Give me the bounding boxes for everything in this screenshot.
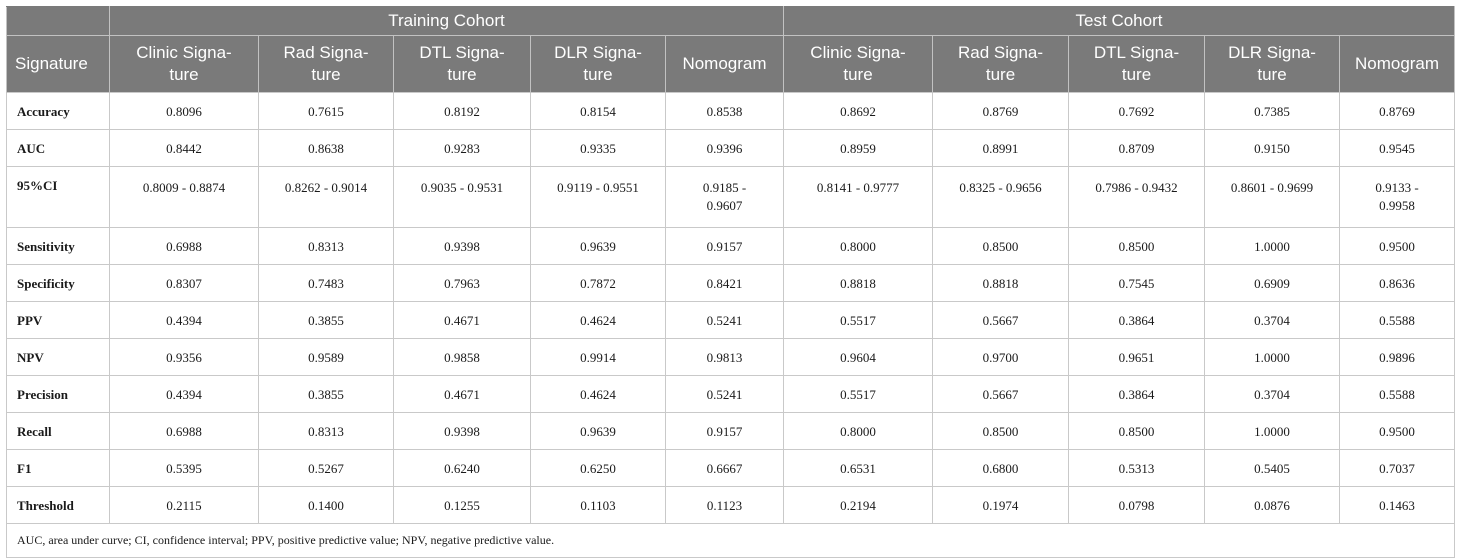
column-header-line: ture [447, 65, 477, 84]
table-cell: 0.7385 [1205, 93, 1340, 130]
ci-upper: 0.9958 [1379, 198, 1415, 213]
table-cell: 0.8313 [259, 413, 394, 450]
table-cell: 0.7986 - 0.9432 [1069, 167, 1205, 228]
table-cell: 0.9150 [1205, 130, 1340, 167]
table-cell: 0.4671 [394, 302, 531, 339]
table-row [7, 228, 1455, 265]
ci-lower: 0.9185 - [702, 180, 747, 195]
table-cell: 0.3855 [259, 376, 394, 413]
table-cell: 0.5667 [933, 302, 1069, 339]
table-cell: 0.9335 [531, 130, 666, 167]
table-cell: 0.7872 [531, 265, 666, 302]
column-header-line: DTL Signa- [1093, 43, 1180, 62]
table-cell: 0.9858 [394, 339, 531, 376]
column-header [933, 36, 1069, 93]
table-cell: 0.9604 [784, 339, 933, 376]
table-cell: 0.8769 [933, 93, 1069, 130]
table-cell: 0.9651 [1069, 339, 1205, 376]
table-cell: 0.8769 [1340, 93, 1455, 130]
table-cell: 0.5241 [666, 302, 784, 339]
table-cell: 1.0000 [1205, 413, 1340, 450]
column-header-line: Nomogram [682, 54, 767, 73]
table-cell: 0.4394 [110, 302, 259, 339]
table-cell: 0.5588 [1340, 302, 1455, 339]
table-row [7, 413, 1455, 450]
table-cell: 0.5588 [1340, 376, 1455, 413]
table-cell: 0.7545 [1069, 265, 1205, 302]
column-header-line: ture [169, 65, 199, 84]
table-cell: 0.9356 [110, 339, 259, 376]
table-cell: 0.9035 - 0.9531 [394, 167, 531, 228]
table-cell: 0.1123 [666, 487, 784, 524]
table-cell: 0.9396 [666, 130, 784, 167]
table-row [7, 265, 1455, 302]
table-row [7, 376, 1455, 413]
table-cell: 0.9813 [666, 339, 784, 376]
table-cell: 0.8000 [784, 413, 933, 450]
table-cell: 0.1463 [1340, 487, 1455, 524]
table-cell: 0.8313 [259, 228, 394, 265]
table-cell: 0.6250 [531, 450, 666, 487]
table-cell: 0.3864 [1069, 302, 1205, 339]
column-header-line: ture [843, 65, 873, 84]
table-cell: 0.2115 [110, 487, 259, 524]
table-row [7, 487, 1455, 524]
table-cell: 0.5667 [933, 376, 1069, 413]
column-header-line: Rad Signa- [283, 43, 369, 62]
column-header-line: DLR Signa- [1228, 43, 1316, 62]
table-cell: 0.8500 [933, 413, 1069, 450]
table-cell: 0.2194 [784, 487, 933, 524]
table-body [7, 93, 1455, 524]
row-label: Recall [7, 413, 110, 450]
table-row [7, 130, 1455, 167]
table-cell: 0.5517 [784, 302, 933, 339]
table-cell: 0.8636 [1340, 265, 1455, 302]
table-cell: 0.9283 [394, 130, 531, 167]
table-cell: 0.5241 [666, 376, 784, 413]
table-cell: 0.8500 [1069, 228, 1205, 265]
table-cell: 0.9896 [1340, 339, 1455, 376]
column-header [531, 36, 666, 93]
table-cell: 0.8000 [784, 228, 933, 265]
performance-table [6, 6, 1455, 558]
table-cell: 0.7037 [1340, 450, 1455, 487]
table-cell: 0.8096 [110, 93, 259, 130]
table-cell: 0.6988 [110, 228, 259, 265]
table-cell: 0.7615 [259, 93, 394, 130]
table-cell: 0.9545 [1340, 130, 1455, 167]
table-footnote: AUC, area under curve; CI, confidence interval; PPV, positive predictive value; NPV, negative predictive value. [7, 524, 1455, 558]
table-cell: 0.0798 [1069, 487, 1205, 524]
column-header-line: Clinic Signa- [810, 43, 906, 62]
table-cell: 0.3704 [1205, 376, 1340, 413]
column-header-line: ture [583, 65, 613, 84]
table-cell: 0.8959 [784, 130, 933, 167]
row-label: Accuracy [7, 93, 110, 130]
column-header [259, 36, 394, 93]
table-cell: 0.6988 [110, 413, 259, 450]
table-cell: 0.6909 [1205, 265, 1340, 302]
training-cohort-header: Training Cohort [110, 7, 784, 36]
table-cell: 0.8325 - 0.9656 [933, 167, 1069, 228]
table-cell: 0.8009 - 0.8874 [110, 167, 259, 228]
column-header [666, 36, 784, 93]
table-cell: 0.5395 [110, 450, 259, 487]
table-cell: 0.8262 - 0.9014 [259, 167, 394, 228]
table-cell: 0.9157 [666, 413, 784, 450]
table-row [7, 302, 1455, 339]
column-header-line: Nomogram [1354, 54, 1440, 73]
table-cell: 0.0876 [1205, 487, 1340, 524]
table-cell: 0.7963 [394, 265, 531, 302]
table-cell: 0.6800 [933, 450, 1069, 487]
column-header-line: DTL Signa- [419, 43, 505, 62]
table-cell: 0.7692 [1069, 93, 1205, 130]
ci-upper: 0.9607 [706, 198, 743, 213]
row-label: AUC [7, 130, 110, 167]
row-label: Threshold [7, 487, 110, 524]
table-row [7, 339, 1455, 376]
table-cell: 0.3855 [259, 302, 394, 339]
column-header [1069, 36, 1205, 93]
table-cell: 0.3704 [1205, 302, 1340, 339]
ci-lower: 0.9133 - [1375, 180, 1419, 195]
table-cell: 0.5313 [1069, 450, 1205, 487]
table-cell: 0.8601 - 0.9699 [1205, 167, 1340, 228]
table-cell: 0.9639 [531, 413, 666, 450]
table-cell: 0.9157 [666, 228, 784, 265]
column-header [394, 36, 531, 93]
row-label: NPV [7, 339, 110, 376]
table-cell: 0.8500 [1069, 413, 1205, 450]
table-cell [1340, 167, 1455, 228]
table-row [7, 167, 1455, 228]
table-cell: 0.6667 [666, 450, 784, 487]
table-cell: 0.5267 [259, 450, 394, 487]
row-label: PPV [7, 302, 110, 339]
table-cell: 0.9119 - 0.9551 [531, 167, 666, 228]
table-cell: 0.4394 [110, 376, 259, 413]
table-cell: 0.8709 [1069, 130, 1205, 167]
header-corner-cell [7, 7, 110, 36]
table-cell: 0.8154 [531, 93, 666, 130]
table-cell: 0.5517 [784, 376, 933, 413]
table-cell: 0.8538 [666, 93, 784, 130]
table-cell: 0.4671 [394, 376, 531, 413]
table-cell: 0.1255 [394, 487, 531, 524]
table-cell: 0.8638 [259, 130, 394, 167]
table-cell: 0.7483 [259, 265, 394, 302]
column-header-line: Clinic Signa- [136, 43, 232, 62]
table-cell: 0.8818 [784, 265, 933, 302]
column-header-line: ture [1257, 65, 1287, 84]
table-cell: 0.1400 [259, 487, 394, 524]
signature-column-header [7, 36, 110, 93]
table-cell: 1.0000 [1205, 228, 1340, 265]
table-row [7, 93, 1455, 130]
table-cell: 0.8421 [666, 265, 784, 302]
table-cell: 0.9500 [1340, 413, 1455, 450]
column-header [1340, 36, 1455, 93]
table-cell: 0.1103 [531, 487, 666, 524]
column-header-line: Rad Signa- [957, 43, 1044, 62]
table-cell: 0.8500 [933, 228, 1069, 265]
table-cell: 0.8991 [933, 130, 1069, 167]
table-cell: 0.9914 [531, 339, 666, 376]
table-row [7, 450, 1455, 487]
table-cell: 0.5405 [1205, 450, 1340, 487]
table-cell: 0.8442 [110, 130, 259, 167]
table-cell: 0.8141 - 0.9777 [784, 167, 933, 228]
table-cell: 0.9639 [531, 228, 666, 265]
table-cell: 0.9700 [933, 339, 1069, 376]
row-label: 95%CI [7, 167, 110, 228]
table-header [7, 7, 1455, 93]
table-cell: 0.4624 [531, 302, 666, 339]
results-table-container [6, 6, 1454, 558]
table-cell: 0.8307 [110, 265, 259, 302]
column-header [1205, 36, 1340, 93]
table-cell: 0.9589 [259, 339, 394, 376]
table-cell: 0.6240 [394, 450, 531, 487]
table-cell: 0.9398 [394, 413, 531, 450]
row-label: Precision [7, 376, 110, 413]
row-label: F1 [7, 450, 110, 487]
column-header-line: ture [311, 65, 341, 84]
table-cell: 0.8818 [933, 265, 1069, 302]
table-cell: 0.3864 [1069, 376, 1205, 413]
table-cell: 0.1974 [933, 487, 1069, 524]
column-header-line: Signature [15, 54, 88, 73]
table-cell: 0.4624 [531, 376, 666, 413]
table-cell [666, 167, 784, 228]
test-cohort-header: Test Cohort [784, 7, 1455, 36]
column-header [784, 36, 933, 93]
column-header-line: ture [985, 65, 1016, 84]
column-header-line: ture [1121, 65, 1152, 84]
table-cell: 0.9398 [394, 228, 531, 265]
table-cell: 0.9500 [1340, 228, 1455, 265]
column-header-line: DLR Signa- [554, 43, 642, 62]
table-cell: 0.6531 [784, 450, 933, 487]
table-cell: 0.8192 [394, 93, 531, 130]
table-cell: 0.8692 [784, 93, 933, 130]
row-label: Sensitivity [7, 228, 110, 265]
column-header [110, 36, 259, 93]
table-cell: 1.0000 [1205, 339, 1340, 376]
row-label: Specificity [7, 265, 110, 302]
